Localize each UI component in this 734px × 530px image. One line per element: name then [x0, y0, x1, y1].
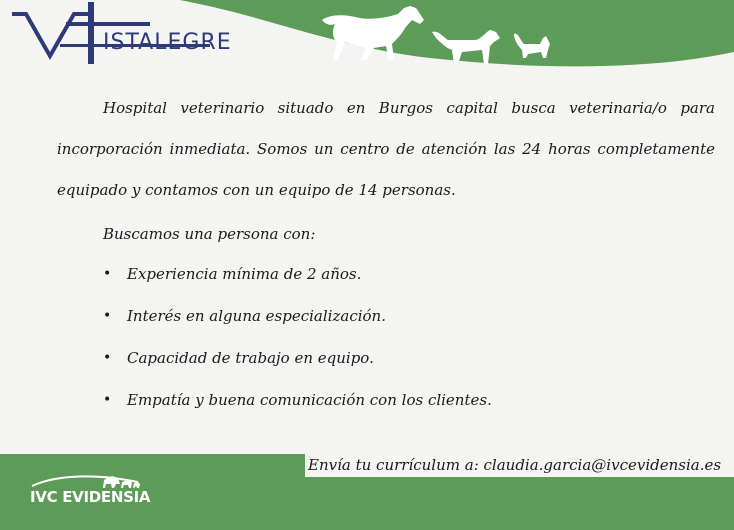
bullet-icon: •	[103, 308, 112, 324]
list-item	[57, 379, 715, 421]
bullet-icon: •	[103, 392, 112, 408]
requirement-text: Experiencia mínima de 2 años.	[127, 265, 362, 283]
bullet-icon: •	[103, 350, 112, 366]
requirement-text: Interés en alguna especialización.	[127, 307, 386, 325]
description-paragraph: Hospital veterinario situado en Burgos capital busca veterinaria/o para incorporación inmediata. Somos un centro de atención las 24 horas completamente equipado y contamos con un equipo de 14 personas.	[57, 99, 715, 199]
job-description	[57, 88, 715, 421]
contact-email[interactable]: Envía tu currículum a: claudia.garcia@ivcevidensia.es	[308, 456, 722, 474]
requirement-text: Capacidad de trabajo en equipo.	[127, 349, 374, 367]
ivc-evidensia-wordmark: IVC EVIDENSIA	[30, 488, 151, 506]
logo-wordmark: ISTALEGRE	[103, 30, 232, 55]
bullet-icon: •	[103, 266, 112, 282]
list-item	[57, 337, 715, 379]
requirements-list	[57, 253, 715, 421]
requirements-intro: Buscamos una persona con:	[103, 225, 316, 243]
requirement-text: Empatía y buena comunicación con los clientes.	[127, 391, 492, 409]
list-item	[57, 295, 715, 337]
list-item	[57, 253, 715, 295]
